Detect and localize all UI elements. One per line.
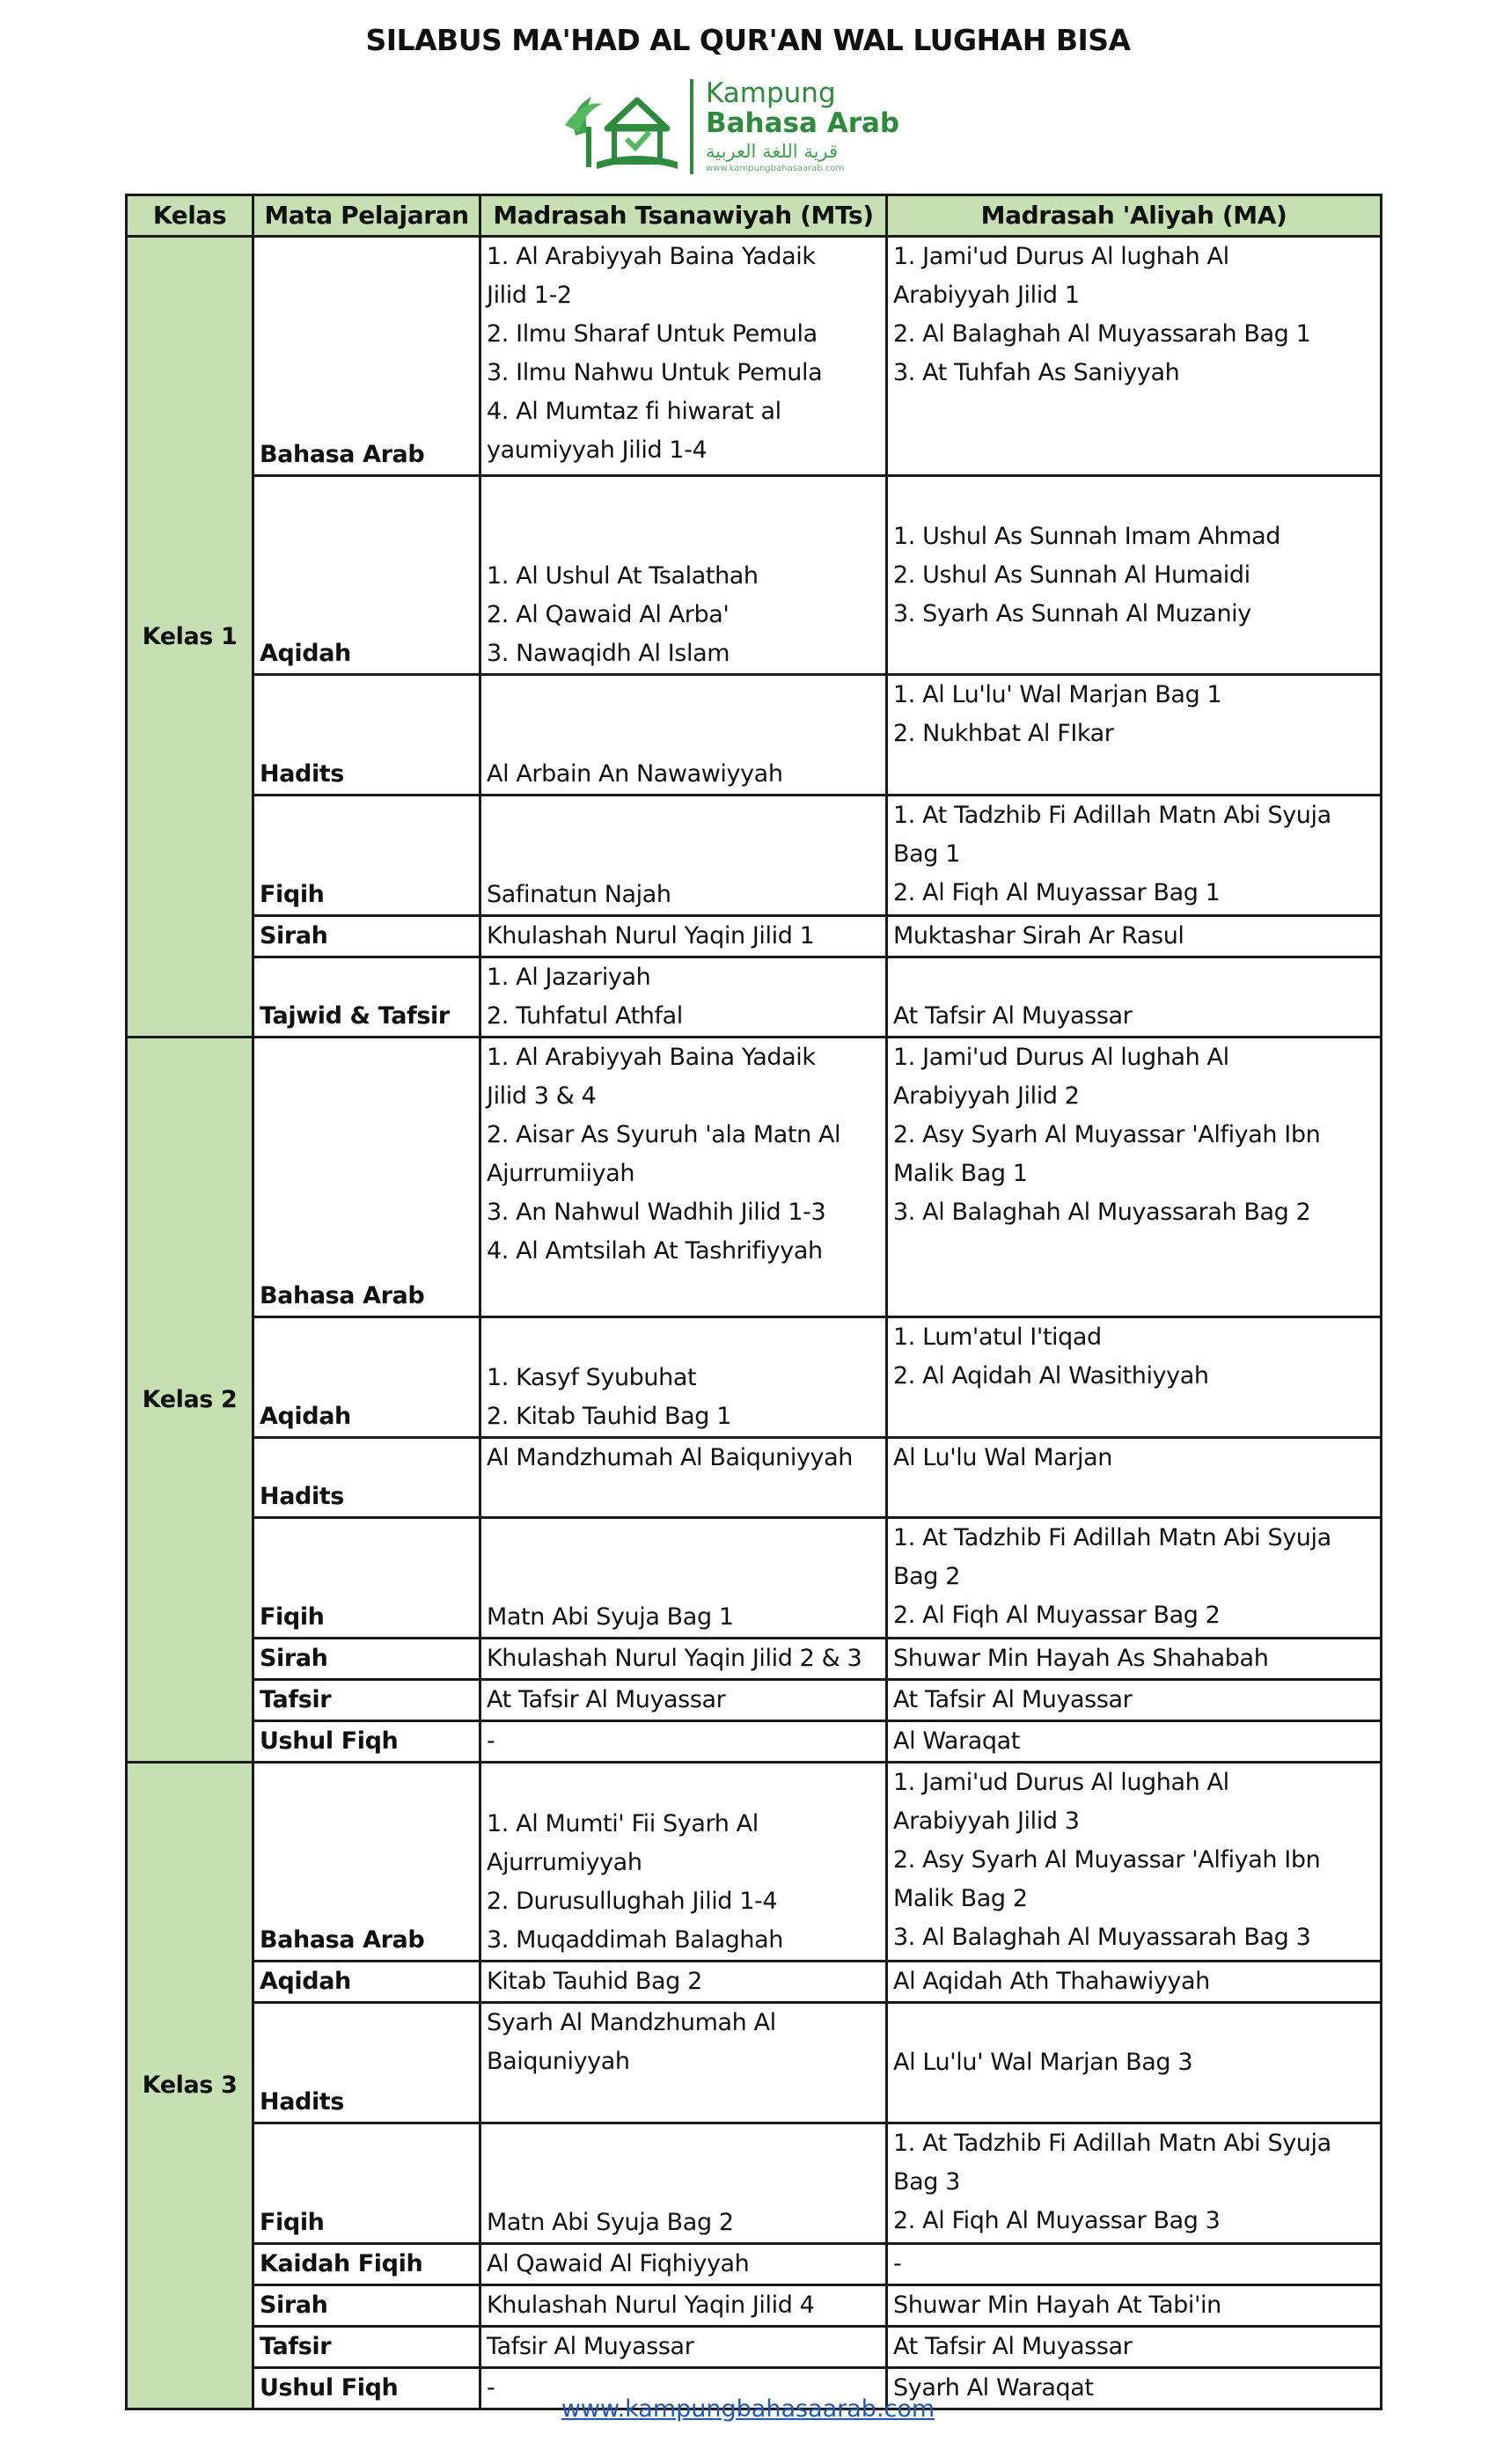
mts-line: Matn Abi Syuja Bag 1: [487, 1603, 734, 1631]
ma-line: -: [893, 2250, 902, 2277]
ma-line: Al Lu'lu' Wal Marjan Bag 3: [893, 2049, 1193, 2076]
subject-cell: Aqidah: [253, 1317, 480, 1438]
ma-cell: [887, 2327, 1382, 2368]
ma-cell: [887, 1639, 1382, 1680]
mts-line: 2. Kitab Tauhid Bag 1: [487, 1403, 731, 1430]
ma-line: Arabiyyah Jilid 2: [893, 1082, 1080, 1110]
house-logo-icon: [556, 74, 688, 176]
table-row: [127, 1962, 1382, 2003]
table-row: [127, 2123, 1382, 2244]
ma-line: 2. Ushul As Sunnah Al Humaidi: [893, 561, 1250, 589]
kelas-label: Kelas 3: [127, 1763, 253, 2409]
ma-line: 1. At Tadzhib Fi Adillah Matn Abi Syuja: [893, 802, 1331, 829]
ma-line: 2. Asy Syarh Al Muyassar 'Alfiyah Ibn: [893, 1121, 1321, 1148]
subject-cell: Hadits: [253, 1438, 480, 1518]
mts-line: 4. Al Amtsilah At Tashrifiyyah: [487, 1237, 823, 1265]
ma-cell: [887, 2123, 1382, 2244]
mts-line: -: [487, 1727, 495, 1755]
mts-cell: [480, 1038, 887, 1317]
table-row: [127, 2244, 1382, 2285]
mts-cell: [480, 916, 887, 957]
ma-line: Muktashar Sirah Ar Rasul: [893, 922, 1184, 950]
logo-url: www.kampungbahasaarab.com: [706, 164, 845, 173]
ma-line: Malik Bag 1: [893, 1160, 1028, 1187]
ma-cell: [887, 1317, 1382, 1438]
mts-line: Ajurrumiyyah: [487, 1849, 642, 1876]
mts-cell: [480, 675, 887, 796]
mts-line: 3. Nawaqidh Al Islam: [487, 640, 730, 667]
ma-line: Al Waraqat: [893, 1727, 1020, 1755]
logo-arabic: قرية اللغة العربية: [706, 141, 839, 162]
mts-cell: [480, 1962, 887, 2003]
syllabus-table: [125, 194, 1382, 2410]
ma-cell: [887, 237, 1382, 476]
ma-line: At Tafsir Al Muyassar: [893, 1686, 1133, 1713]
subject-cell: Bahasa Arab: [253, 237, 480, 476]
mts-line: Al Mandzhumah Al Baiquniyyah: [487, 1444, 853, 1471]
table-row: [127, 1038, 1382, 1317]
ma-cell: [887, 675, 1382, 796]
ma-line: 2. Al Fiqh Al Muyassar Bag 3: [893, 2207, 1221, 2234]
ma-line: 2. Al Balaghah Al Muyassarah Bag 1: [893, 320, 1311, 348]
mts-line: 1. Kasyf Syubuhat: [487, 1364, 697, 1391]
ma-line: Bag 1: [893, 840, 960, 868]
mts-line: At Tafsir Al Muyassar: [487, 1686, 726, 1713]
table-row: [127, 1680, 1382, 1721]
subject-cell: Sirah: [253, 916, 480, 957]
mts-line: 1. Al Mumti' Fii Syarh Al: [487, 1810, 759, 1837]
header-mts: Madrasah Tsanawiyah (MTs): [480, 195, 887, 237]
table-row: [127, 237, 1382, 476]
table-row: [127, 2285, 1382, 2327]
ma-line: 2. Al Fiqh Al Muyassar Bag 2: [893, 1602, 1221, 1629]
subject-cell: Bahasa Arab: [253, 1763, 480, 1962]
mts-cell: [480, 2123, 887, 2244]
table-row: [127, 1763, 1382, 1962]
mts-cell: [480, 1763, 887, 1962]
ma-line: Shuwar Min Hayah As Shahabah: [893, 1645, 1269, 1672]
ma-line: At Tafsir Al Muyassar: [893, 1002, 1133, 1030]
table-row: [127, 2003, 1382, 2123]
header-ma: Madrasah 'Aliyah (MA): [887, 195, 1382, 237]
ma-line: Arabiyyah Jilid 1: [893, 282, 1080, 309]
ma-line: 3. At Tuhfah As Saniyyah: [893, 359, 1180, 386]
ma-line: Syarh Al Waraqat: [893, 2374, 1094, 2402]
mts-line: Safinatun Najah: [487, 881, 671, 908]
mts-line: Khulashah Nurul Yaqin Jilid 2 & 3: [487, 1645, 862, 1672]
mts-line: Tafsir Al Muyassar: [487, 2333, 694, 2360]
mts-line: Al Qawaid Al Fiqhiyyah: [487, 2250, 750, 2277]
ma-line: Bag 2: [893, 1563, 960, 1590]
mts-line: 2. Tuhfatul Athfal: [487, 1002, 683, 1030]
ma-cell: [887, 796, 1382, 916]
ma-line: 2. Asy Syarh Al Muyassar 'Alfiyah Ibn: [893, 1846, 1321, 1874]
mts-cell: [480, 1721, 887, 1763]
logo: [556, 74, 908, 176]
ma-cell: [887, 1962, 1382, 2003]
mts-line: 3. Muqaddimah Balaghah: [487, 1926, 783, 1954]
mts-cell: [480, 1639, 887, 1680]
mts-cell: [480, 1518, 887, 1639]
subject-cell: Fiqih: [253, 1518, 480, 1639]
mts-cell: [480, 2244, 887, 2285]
subject-cell: Bahasa Arab: [253, 1038, 480, 1317]
mts-cell: [480, 2327, 887, 2368]
mts-line: -: [487, 2374, 495, 2402]
subject-cell: Fiqih: [253, 2123, 480, 2244]
ma-line: 1. At Tadzhib Fi Adillah Matn Abi Syuja: [893, 2130, 1331, 2157]
mts-line: 4. Al Mumtaz fi hiwarat al: [487, 398, 781, 425]
mts-line: 1. Al Arabiyyah Baina Yadaik: [487, 1044, 816, 1071]
ma-cell: [887, 2003, 1382, 2123]
ma-cell: [887, 1680, 1382, 1721]
mts-line: Ajurrumiiyah: [487, 1160, 635, 1187]
mts-line: 1. Al Jazariyah: [487, 964, 651, 991]
table-row: [127, 1317, 1382, 1438]
ma-line: Bag 3: [893, 2168, 960, 2196]
ma-line: Al Aqidah Ath Thahawiyyah: [893, 1968, 1210, 1995]
table-row: [127, 675, 1382, 796]
kelas-label: Kelas 1: [127, 237, 253, 1038]
mts-cell: [480, 2285, 887, 2327]
ma-line: Arabiyyah Jilid 3: [893, 1808, 1080, 1835]
ma-cell: [887, 2244, 1382, 2285]
mts-line: Khulashah Nurul Yaqin Jilid 4: [487, 2292, 815, 2319]
ma-line: 1. At Tadzhib Fi Adillah Matn Abi Syuja: [893, 1524, 1331, 1551]
header-mapel: Mata Pelajaran: [253, 195, 480, 237]
mts-line: Baiquniyyah: [487, 2048, 630, 2075]
table-header-row: [127, 195, 1382, 237]
logo-divider: [690, 79, 693, 174]
table-row: [127, 1518, 1382, 1639]
ma-line: Malik Bag 2: [893, 1885, 1028, 1912]
table-row: [127, 2327, 1382, 2368]
table-row: [127, 1639, 1382, 1680]
mts-line: 2. Al Qawaid Al Arba': [487, 601, 730, 628]
logo-line2: Bahasa Arab: [706, 107, 900, 139]
ma-line: 2. Al Aqidah Al Wasithiyyah: [893, 1362, 1209, 1390]
ma-line: 1. Jami'ud Durus Al lughah Al: [893, 1044, 1229, 1071]
mts-cell: [480, 1680, 887, 1721]
subject-cell: Hadits: [253, 675, 480, 796]
footer-link[interactable]: www.kampungbahasaarab.com: [561, 2395, 935, 2423]
ma-line: 1. Lum'atul I'tiqad: [893, 1324, 1102, 1351]
mts-cell: [480, 1438, 887, 1518]
subject-cell: Kaidah Fiqih: [253, 2244, 480, 2285]
table-row: [127, 916, 1382, 957]
table-row: [127, 476, 1382, 675]
ma-line: 3. Al Balaghah Al Muyassarah Bag 3: [893, 1924, 1311, 1951]
ma-cell: [887, 1721, 1382, 1763]
ma-cell: [887, 957, 1382, 1038]
ma-line: 2. Nukhbat Al FIkar: [893, 720, 1114, 747]
ma-line: At Tafsir Al Muyassar: [893, 2333, 1133, 2360]
mts-line: Al Arbain An Nawawiyyah: [487, 760, 783, 788]
ma-line: 1. Jami'ud Durus Al lughah Al: [893, 1769, 1229, 1796]
ma-line: 1. Jami'ud Durus Al lughah Al: [893, 243, 1229, 270]
ma-line: 3. Syarh As Sunnah Al Muzaniy: [893, 599, 1251, 627]
ma-cell: [887, 1038, 1382, 1317]
subject-cell: Ushul Fiqh: [253, 1721, 480, 1763]
mts-cell: [480, 476, 887, 675]
mts-line: Khulashah Nurul Yaqin Jilid 1: [487, 922, 815, 950]
ma-cell: [887, 1438, 1382, 1518]
mts-line: 3. An Nahwul Wadhih Jilid 1-3: [487, 1199, 826, 1226]
page-title: SILABUS MA'HAD AL QUR'AN WAL LUGHAH BISA: [365, 23, 1131, 57]
table-row: [127, 796, 1382, 916]
ma-cell: [887, 1763, 1382, 1962]
mts-cell: [480, 237, 887, 476]
subject-cell: Tafsir: [253, 2327, 480, 2368]
ma-cell: [887, 476, 1382, 675]
mts-cell: [480, 1317, 887, 1438]
subject-cell: Tajwid & Tafsir: [253, 957, 480, 1038]
subject-cell: Tafsir: [253, 1680, 480, 1721]
logo-line1: Kampung: [706, 77, 836, 109]
ma-cell: [887, 2285, 1382, 2327]
subject-cell: Aqidah: [253, 1962, 480, 2003]
ma-cell: [887, 916, 1382, 957]
subject-cell: Ushul Fiqh: [253, 2368, 480, 2409]
ma-line: Shuwar Min Hayah At Tabi'in: [893, 2292, 1221, 2319]
ma-line: 3. Al Balaghah Al Muyassarah Bag 2: [893, 1199, 1311, 1226]
mts-line: Jilid 1-2: [487, 282, 572, 309]
ma-line: 1. Ushul As Sunnah Imam Ahmad: [893, 522, 1280, 550]
subject-cell: Fiqih: [253, 796, 480, 916]
mts-line: yaumiyyah Jilid 1-4: [487, 436, 708, 464]
mts-line: 1. Al Arabiyyah Baina Yadaik: [487, 243, 816, 270]
mts-line: 2. Durusullughah Jilid 1-4: [487, 1888, 778, 1915]
header-kelas: Kelas: [127, 195, 253, 237]
mts-line: 2. Aisar As Syuruh 'ala Matn Al: [487, 1121, 841, 1148]
ma-line: 2. Al Fiqh Al Muyassar Bag 1: [893, 879, 1221, 906]
mts-cell: [480, 796, 887, 916]
subject-cell: Hadits: [253, 2003, 480, 2123]
mts-line: Jilid 3 & 4: [487, 1082, 597, 1110]
table-row: [127, 1438, 1382, 1518]
ma-line: Al Lu'lu Wal Marjan: [893, 1444, 1112, 1471]
subject-cell: Sirah: [253, 2285, 480, 2327]
ma-cell: [887, 1518, 1382, 1639]
table-row: [127, 957, 1382, 1038]
mts-cell: [480, 957, 887, 1038]
mts-line: Kitab Tauhid Bag 2: [487, 1968, 702, 1995]
kelas-label: Kelas 2: [127, 1038, 253, 1763]
subject-cell: Aqidah: [253, 476, 480, 675]
mts-line: 2. Ilmu Sharaf Untuk Pemula: [487, 320, 818, 348]
mts-line: 3. Ilmu Nahwu Untuk Pemula: [487, 359, 823, 386]
mts-cell: [480, 2003, 887, 2123]
subject-cell: Sirah: [253, 1639, 480, 1680]
mts-line: Syarh Al Mandzhumah Al: [487, 2009, 776, 2036]
mts-line: 1. Al Ushul At Tsalathah: [487, 562, 759, 590]
ma-line: 1. Al Lu'lu' Wal Marjan Bag 1: [893, 681, 1222, 708]
table-row: [127, 1721, 1382, 1763]
mts-line: Matn Abi Syuja Bag 2: [487, 2209, 734, 2236]
